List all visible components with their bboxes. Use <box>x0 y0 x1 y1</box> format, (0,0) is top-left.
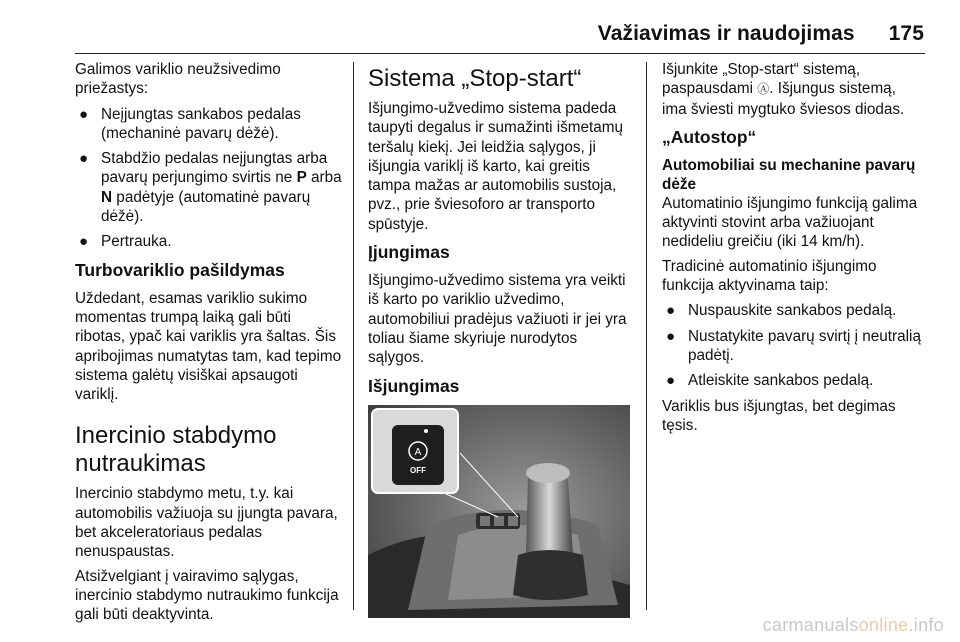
page-header <box>0 22 924 52</box>
off-label: OFF <box>410 465 426 475</box>
column-divider-2 <box>646 62 647 610</box>
failure-causes-intro: Galimos variklio neužsivedimo priežastys: <box>75 61 281 98</box>
inertia-text-1: Inercinio stabdymo metu, t.y. kai automobilis važiuoja su įjungta pavara, bet akceleratoriaus pedalas nenuspaustas. <box>75 485 338 561</box>
autostop-steps-list <box>662 301 924 390</box>
list-item: ● Nustatykite pavarų svirtį į neutralią padėtį. <box>666 327 921 364</box>
failure-causes-list <box>75 105 345 252</box>
column-1 <box>75 60 345 630</box>
column-3 <box>662 60 924 440</box>
deactivation-instruction: Išjunkite „Stop-start“ sistemą, paspausdami Ⓐ. Išjungus sistemą, ima šviesti mygtuko šviesos diodas. <box>662 61 905 118</box>
column-divider-1 <box>353 62 354 610</box>
turbo-text: Uždedant, esamas variklio sukimo momentas trumpą laiką gali būti ribotas, ypač kai variklis yra šaltas. Šis apribojimas numatytas tam, kad tepimo sistema galėtų visiškai apsaugoti variklį. <box>75 289 342 404</box>
turbo-heading: Turbovariklio pašildymas <box>75 259 285 280</box>
traditional-text: Tradicinė automatinio išjungimo funkcija aktyvinama taip: <box>662 257 877 295</box>
stop-start-heading: Sistema „Stop-start“ <box>368 65 582 92</box>
section-title: Važiavimas ir naudojimas <box>597 22 855 45</box>
list-item: ● Stabdžio pedalas neįjungtas arba pavarų perjungimo svirtis ne P arba N padėtyje (automatinė pavarų dėžė). <box>79 150 342 226</box>
list-item: ● Atleiskite sankabos pedalą. <box>666 372 874 390</box>
manual-gearbox-text: Automatinio išjungimo funkciją galima aktyvinti stovint arba važiuojant nedideliu greičiu (iki 14 km/h). <box>662 194 918 251</box>
activation-heading: Įjungimas <box>368 242 450 263</box>
watermark: carmanualsonline.info <box>762 615 944 635</box>
inertia-heading: Inercinio stabdymo nutraukimas <box>75 422 277 478</box>
list-item: ● Pertrauka. <box>79 233 172 251</box>
stop-start-button-figure <box>368 405 630 618</box>
auto-stop-button-icon: Ⓐ <box>757 82 770 97</box>
stop-start-intro: Išjungimo-užvedimo sistema padeda taupyti degalus ir sumažinti išmetamų teršalų kiekį. Jei leidžia sąlygos, ji išjungia variklį iš karto, kai greitis tampa mažas ar automobilis sustoja, pvz., prie šviesoforo ar transporto spūstyje. <box>368 100 624 233</box>
closing-text: Variklis bus išjungtas, bet degimas tęsis. <box>662 397 896 434</box>
deactivation-heading: Išjungimas <box>368 375 460 396</box>
list-item: ● Neįjungtas sankabos pedalas (mechaninė pavarų dėžė). <box>79 105 301 142</box>
page-number: 175 <box>888 22 924 45</box>
column-2 <box>368 60 634 618</box>
inertia-text-2: Atsižvelgiant į vairavimo sąlygas, inercinio stabdymo nutraukimo funkcija gali būti deaktyvinta. <box>75 567 339 624</box>
manual-gearbox-heading: Automobiliai su mechanine pavarų dėže <box>662 156 916 193</box>
activation-text: Išjungimo-užvedimo sistema yra veikti iš karto po variklio užvedimo, automobiliui pradėjus važiuoti ir jei yra toliau šiame skyriuje nurodytos sąlygos. <box>368 272 627 367</box>
autostop-heading: „Autostop“ <box>662 126 757 147</box>
header-rule <box>75 53 925 54</box>
console-illustration <box>368 405 630 618</box>
list-item: ● Nuspauskite sankabos pedalą. <box>666 302 897 320</box>
svg-text:A: A <box>414 446 422 458</box>
